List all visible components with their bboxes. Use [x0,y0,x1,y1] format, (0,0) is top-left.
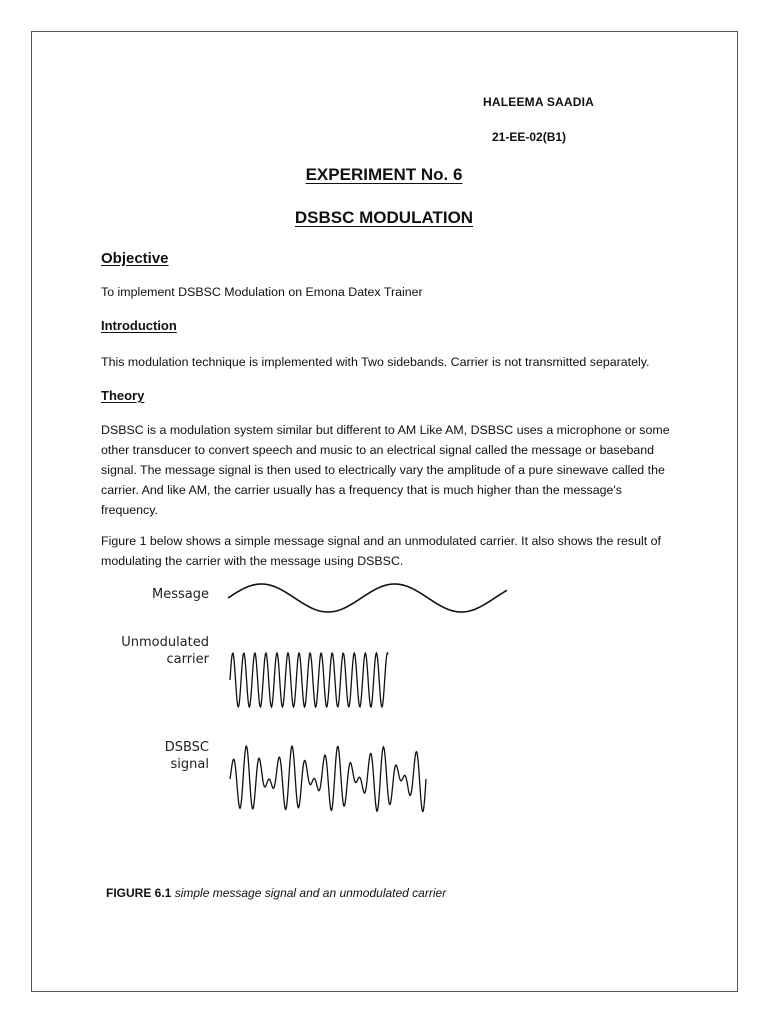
unmodulated-label-line1: Unmodulated [121,635,209,650]
roll-number: 21-EE-02(B1) [492,130,567,144]
introduction-text: This modulation technique is implemented with Two sidebands. Carrier is not transmitted separately. [101,355,650,369]
theory-paragraph-2: Figure 1 below shows a simple message signal and an unmodulated carrier. It also shows the result of modulating the carrier with the message using DSBSC. [101,534,661,568]
author-name: HALEEMA SAADIA [483,95,595,109]
figure-caption [106,886,446,900]
unmodulated-label-line2: carrier [166,652,209,667]
experiment-title: EXPERIMENT No. 6 [305,165,463,184]
message-waveform [228,584,507,612]
dsbsc-figure [115,574,545,854]
dsbsc-waveform [230,746,426,811]
dsbsc-label-line2: signal [170,757,209,772]
carrier-waveform [230,653,388,707]
objective-text: To implement DSBSC Modulation on Emona Datex Trainer [101,285,423,299]
topic-title: DSBSC MODULATION [294,208,474,227]
theory-paragraph-1: DSBSC is a modulation system similar but different to AM Like AM, DSBSC uses a microphone or some other transducer to convert speech and music to an electrical signal called the message or baseband signal. The message signal is then used to electrically vary the amplitude of a pure sinewave called the carrier. And like AM, the carrier usually has a frequency that is much higher than the message's frequency. [101,423,670,517]
dsbsc-label-line1: DSBSC [164,740,209,755]
figure-caption-text: simple message signal and an unmodulated carrier [174,886,447,900]
figure-caption-number: FIGURE 6.1 [106,886,172,900]
introduction-heading: Introduction [101,318,177,333]
objective-heading: Objective [101,250,169,267]
theory-heading: Theory [101,388,145,403]
message-label: Message [152,587,209,602]
